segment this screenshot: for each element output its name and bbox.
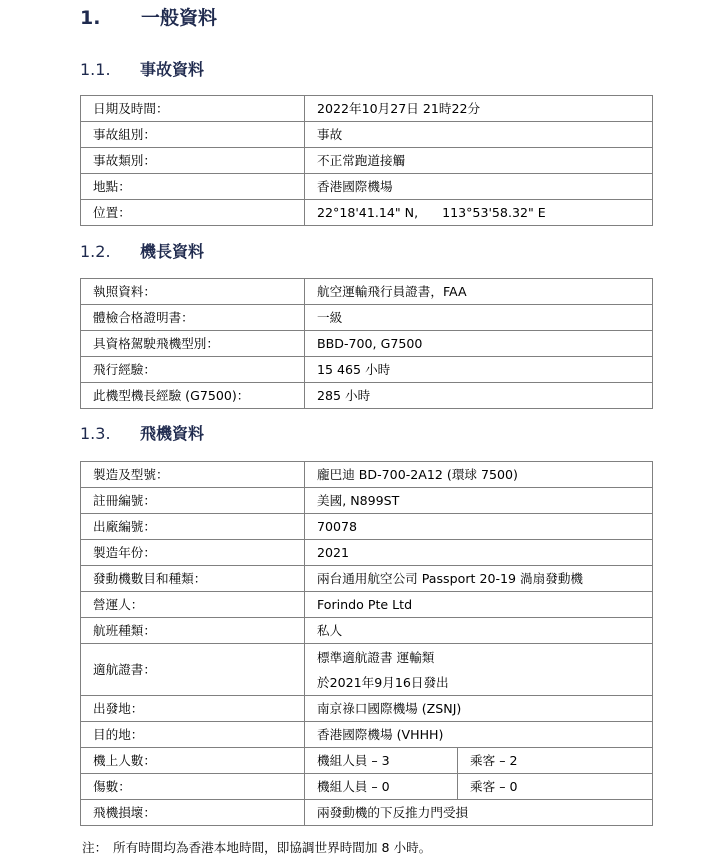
table-row [81,148,653,174]
airworthiness-line-1: 標準適航證書 運輸類 [317,649,435,665]
table-row [81,462,653,488]
row-value [305,748,653,774]
table-row [81,800,653,826]
table-row [81,122,653,148]
row-value: BBD-700, G7500 [305,331,653,357]
accident-heading [80,58,204,82]
table-row [81,696,653,722]
row-label: 事故組別： [81,122,305,148]
table-row [81,96,653,122]
row-label: 地點： [81,174,305,200]
table-row [81,722,653,748]
row-label: 此機型機長經驗 (G7500)： [81,383,305,409]
row-value: 2021 [305,540,653,566]
aircraft-heading [80,422,204,446]
row-label: 出廠編號： [81,514,305,540]
row-label: 製造及型號： [81,462,305,488]
accident-title: 事故資料 [140,60,205,79]
row-value: 22°18'41.14" N, 113°53'58.32" E [305,200,653,226]
table-row [81,305,653,331]
table-row [81,618,653,644]
row-label: 事故類別： [81,148,305,174]
row-value: 事故 [305,122,653,148]
captain-number: 1.2. [80,242,111,261]
row-value: 兩發動機的下反推力門受損 [305,800,653,826]
table-row [81,200,653,226]
injuries-crew: 機組人員 – 0 [305,774,458,799]
accident-number: 1.1. [80,60,111,79]
row-label: 飛機損壞： [81,800,305,826]
injuries-pax: 乘客 – 0 [470,779,518,794]
table-row [81,383,653,409]
captain-table [80,278,653,409]
persons-crew: 機組人員 – 3 [305,748,458,773]
section-title: 一般資料 [141,7,218,29]
row-value: 15 465 小時 [305,357,653,383]
captain-title: 機長資料 [140,242,205,261]
persons-pax: 乘客 – 2 [470,753,518,768]
table-row [81,357,653,383]
table-row [81,774,653,800]
row-label: 出發地： [81,696,305,722]
row-value: 285 小時 [305,383,653,409]
table-row [81,174,653,200]
row-value [305,644,653,696]
row-value: 不正常跑道接觸 [305,148,653,174]
table-row [81,540,653,566]
row-label: 註冊編號： [81,488,305,514]
footnote-tag: 注： [82,840,108,855]
table-row [81,279,653,305]
row-value: Forindo Pte Ltd [305,592,653,618]
table-row [81,592,653,618]
captain-heading [80,240,204,264]
row-value: 美國, N899ST [305,488,653,514]
table-row [81,331,653,357]
row-label: 機上人數： [81,748,305,774]
row-label: 傷數： [81,774,305,800]
row-value: 私人 [305,618,653,644]
row-value [305,774,653,800]
section-number: 1. [80,7,101,29]
row-value: 70078 [305,514,653,540]
row-label: 目的地： [81,722,305,748]
table-row [81,488,653,514]
row-label: 具資格駕駛飛機型別： [81,331,305,357]
row-label: 飛行經驗： [81,357,305,383]
accident-table [80,95,653,226]
row-value: 香港國際機場 (VHHH) [305,722,653,748]
footnote [82,838,431,858]
aircraft-number: 1.3. [80,424,111,443]
footnote-text: 所有時間均為香港本地時間，即協調世界時間加 8 小時。 [113,840,432,855]
row-value: 2022年10月27日 21時22分 [305,96,653,122]
section-heading [80,4,217,32]
row-value: 香港國際機場 [305,174,653,200]
row-label: 航班種類： [81,618,305,644]
row-value: 航空運輸飛行員證書，FAA [305,279,653,305]
row-label: 執照資料： [81,279,305,305]
row-label: 適航證書： [81,644,305,696]
aircraft-table [80,461,653,826]
aircraft-title: 飛機資料 [140,424,205,443]
row-label: 製造年份： [81,540,305,566]
row-label: 日期及時間： [81,96,305,122]
table-row [81,566,653,592]
airworthiness-line-2: 於2021年9月16日發出 [317,674,449,690]
row-value: 兩台通用航空公司 Passport 20-19 渦扇發動機 [305,566,653,592]
table-row [81,514,653,540]
row-label: 位置： [81,200,305,226]
row-value: 龐巴迪 BD-700-2A12 (環球 7500) [305,462,653,488]
row-label: 發動機數目和種類： [81,566,305,592]
row-label: 營運人： [81,592,305,618]
row-value: 南京祿口國際機場 (ZSNJ) [305,696,653,722]
table-row [81,644,653,696]
table-row [81,748,653,774]
row-value: 一級 [305,305,653,331]
row-label: 體檢合格證明書： [81,305,305,331]
